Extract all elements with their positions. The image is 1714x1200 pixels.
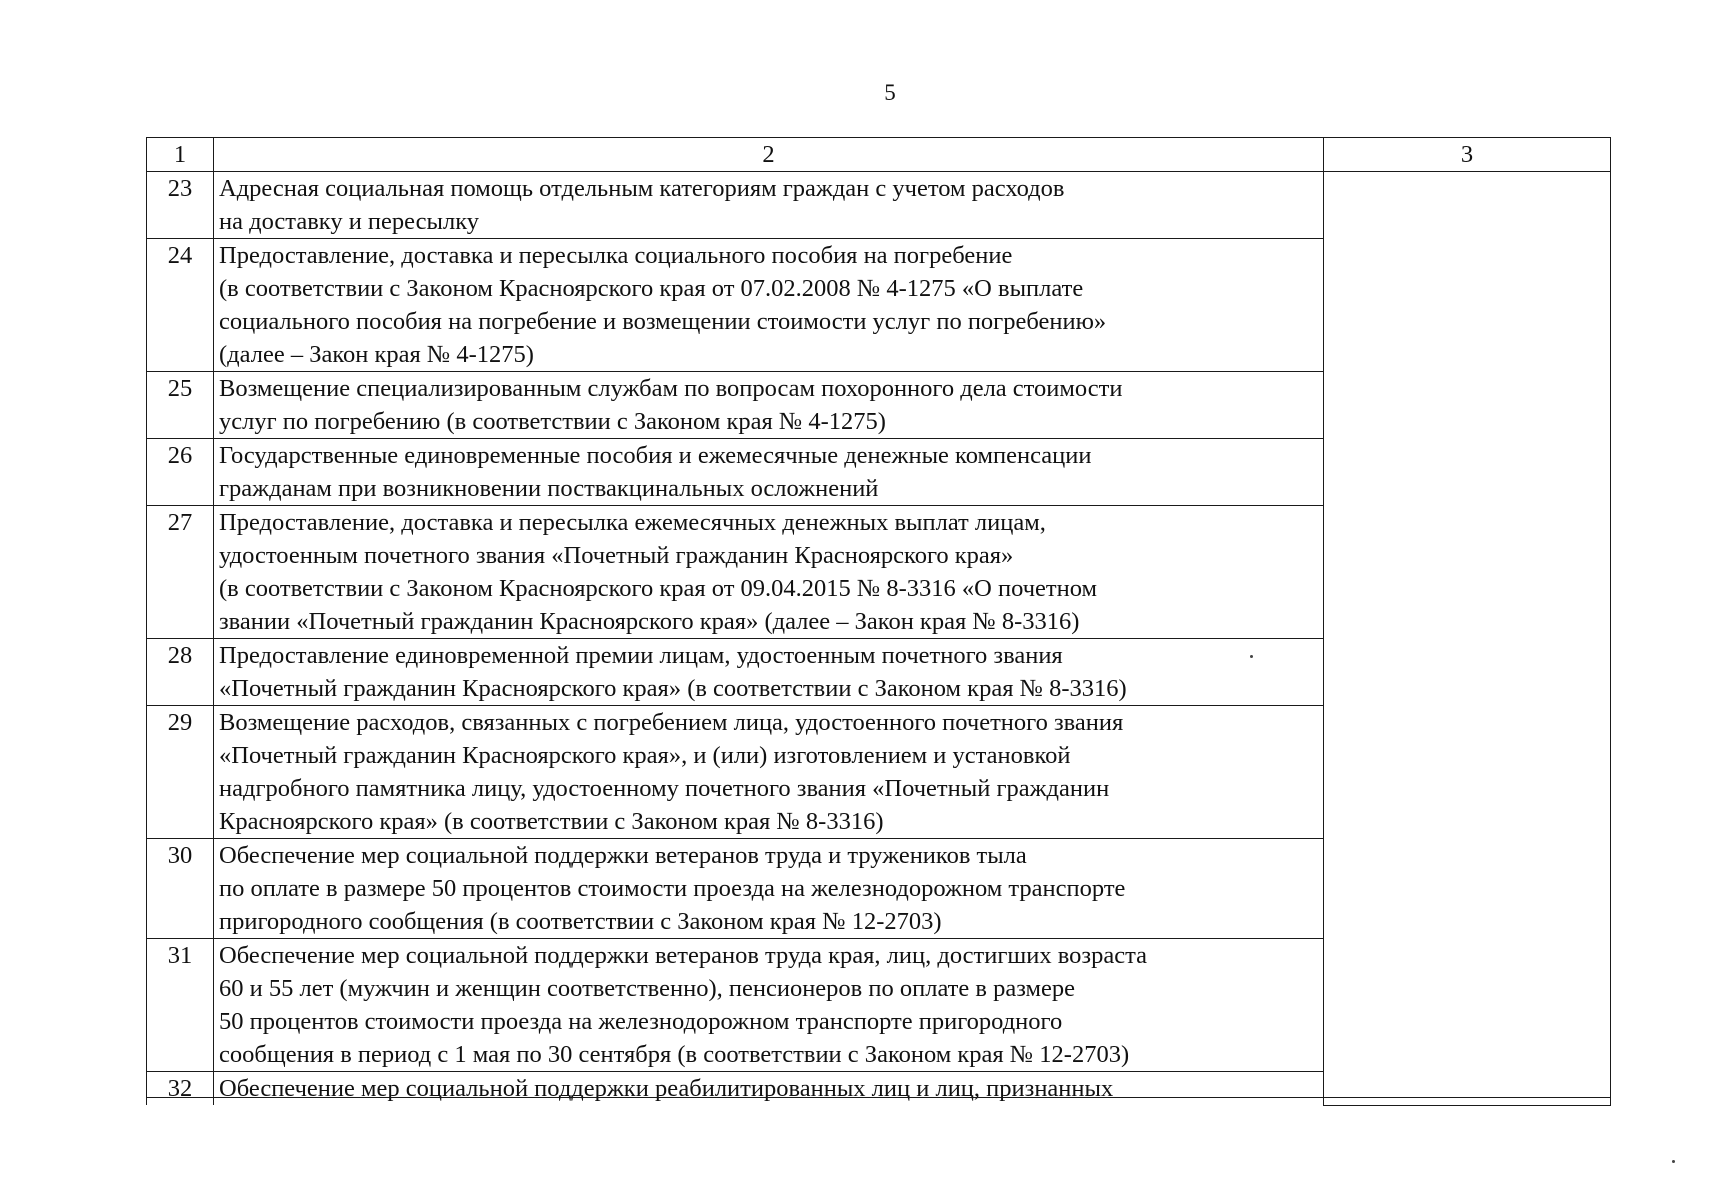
row-number: 32	[147, 1072, 214, 1106]
row-description: Обеспечение мер социальной поддержки ветеранов труда и тружеников тыла по оплате в размере 50 процентов стоимости проезда на железнодорожном транспорте пригородного сообщения (в соответствии с Законом края № 12-2703)	[214, 839, 1324, 939]
row-number: 27	[147, 506, 214, 639]
document-table	[146, 137, 1611, 1106]
header-col-2: 2	[214, 138, 1324, 172]
row-description: Предоставление, доставка и пересылка ежемесячных денежных выплат лицам, удостоенным почетного звания «Почетный гражданин Красноярского края» (в соответствии с Законом Красноярского края от 09.04.2015 № 8-3316 «О почетном звании «Почетный гражданин Красноярского края» (далее – Закон края № 8-3316)	[214, 506, 1324, 639]
row-description: Адресная социальная помощь отдельным категориям граждан с учетом расходов на доставку и пересылку	[214, 172, 1324, 239]
row-description: Предоставление, доставка и пересылка социального пособия на погребение (в соответствии с Законом Красноярского края от 07.02.2008 № 4-1275 «О выплате социального пособия на погребение и возмещении стоимости услуг по погребению» (далее – Закон края № 4-1275)	[214, 239, 1324, 372]
row-number: 30	[147, 839, 214, 939]
row-description: Возмещение расходов, связанных с погребением лица, удостоенного почетного звания «Почетный гражданин Красноярского края», и (или) изготовлением и установкой надгробного памятника лицу, удостоенному почетного звания «Почетный гражданин Красноярского края» (в соответствии с Законом края № 8-3316)	[214, 706, 1324, 839]
row-number: 29	[147, 706, 214, 839]
header-col-3: 3	[1324, 138, 1611, 172]
scan-speck	[1672, 1160, 1675, 1163]
row-number: 24	[147, 239, 214, 372]
page-number: 5	[884, 80, 896, 105]
row-number: 28	[147, 639, 214, 706]
row-number: 25	[147, 372, 214, 439]
row-number: 23	[147, 172, 214, 239]
table-bottom-border	[146, 1097, 1610, 1098]
table-row	[147, 172, 1611, 239]
row-description: Возмещение специализированным службам по вопросам похоронного дела стоимости услуг по погребению (в соответствии с Законом края № 4-1275)	[214, 372, 1324, 439]
row-number: 31	[147, 939, 214, 1072]
row-number: 26	[147, 439, 214, 506]
header-col-1: 1	[147, 138, 214, 172]
row-description: Предоставление единовременной премии лицам, удостоенным почетного звания «Почетный гражданин Красноярского края» (в соответствии с Законом края № 8-3316)	[214, 639, 1324, 706]
row-description: Обеспечение мер социальной поддержки ветеранов труда края, лиц, достигших возраста 60 и 55 лет (мужчин и женщин соответственно), пенсионеров по оплате в размере 50 процентов стоимости проезда на железнодорожном транспорте пригородного сообщения в период с 1 мая по 30 сентября (в соответствии с Законом края № 12-2703)	[214, 939, 1324, 1072]
table-header-row	[147, 138, 1611, 172]
column-3-cell	[1324, 172, 1611, 1106]
scan-speck	[1250, 655, 1253, 658]
row-description: Государственные единовременные пособия и ежемесячные денежные компенсации гражданам при возникновении поствакцинальных осложнений	[214, 439, 1324, 506]
row-description: Обеспечение мер социальной поддержки реабилитированных лиц и лиц, признанных	[214, 1072, 1324, 1106]
